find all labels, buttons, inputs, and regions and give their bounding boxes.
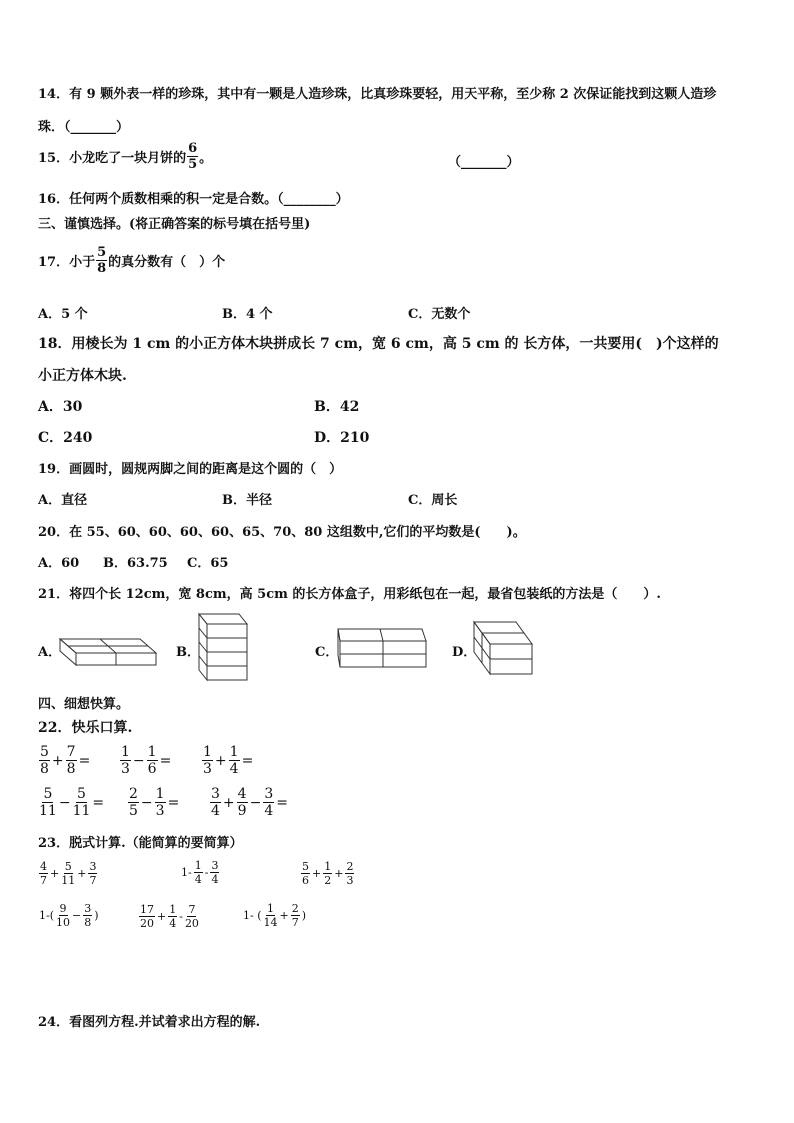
box-arrangement-b-figure: [199, 612, 249, 682]
numerator: 2: [346, 860, 354, 873]
q19-option-b[interactable]: B．半径: [222, 493, 272, 508]
denominator: 11: [72, 803, 91, 819]
q17: [38, 246, 225, 275]
numerator: 1: [203, 744, 212, 760]
q23-expr-5: [138, 903, 200, 929]
denominator: 11: [61, 874, 76, 887]
denominator: 7: [40, 874, 47, 887]
fraction: [210, 787, 221, 818]
q22-row1-expr-1: [38, 744, 91, 776]
q22-row2-expr-2: [127, 786, 180, 818]
equals-sign: =: [276, 794, 288, 811]
section4-title: 四、细想快算。: [38, 697, 130, 712]
q17-prefix: 17．小于: [38, 255, 96, 270]
denominator: 7: [291, 916, 299, 929]
equals-sign: =: [92, 794, 105, 811]
expr-lead: 1- (: [243, 909, 262, 922]
fraction: [291, 903, 300, 928]
operator: -: [179, 910, 183, 923]
q19: 19．画圆时，圆规两脚之间的距离是这个圆的（ ）: [38, 462, 343, 477]
q20-option-b[interactable]: B．63.75: [103, 556, 168, 571]
q22-row2-expr-1: [38, 786, 105, 818]
operator: −: [140, 794, 153, 811]
q17-fraction: $\frac{5}{8}$: [97, 245, 107, 276]
q20-option-c[interactable]: C．65: [187, 556, 229, 571]
q17-suffix: 的真分数有（ ）个: [108, 255, 226, 270]
q21-option-d[interactable]: D．: [452, 645, 477, 660]
q17-option-a[interactable]: A．5 个: [38, 307, 88, 322]
fraction: [39, 787, 57, 818]
fraction: [120, 745, 131, 776]
q23-expr-2: [180, 860, 220, 885]
q15-suffix: 。: [199, 151, 213, 166]
denominator: 7: [89, 874, 97, 887]
numerator: 3: [211, 786, 220, 802]
denominator: 8: [84, 916, 92, 929]
q18-option-b[interactable]: B．42: [314, 399, 360, 415]
q15: [38, 142, 212, 171]
fraction: [39, 745, 50, 776]
q22-row1-expr-3: [201, 744, 254, 776]
expr-tail: ): [301, 909, 307, 922]
numerator: 5: [40, 744, 49, 760]
operator: +: [51, 752, 64, 769]
q18-line2: 小正方体木块.: [38, 368, 127, 384]
denominator: 4: [264, 803, 274, 819]
fraction: [323, 861, 332, 886]
numerator: 5: [43, 786, 53, 802]
box-arrangement-a-figure: [60, 627, 160, 669]
denominator: 5: [129, 803, 138, 819]
numerator: 2: [291, 902, 299, 915]
denominator: 3: [203, 761, 212, 777]
numerator: 5: [64, 860, 72, 873]
q18-option-a[interactable]: A．30: [38, 399, 83, 415]
denominator: 2: [324, 874, 332, 887]
numerator: 4: [237, 786, 247, 802]
q16: 16．任何两个质数相乘的积一定是合数。（________）: [38, 192, 349, 207]
numerator: 1: [121, 744, 130, 760]
fraction: [73, 787, 91, 818]
q18-option-c[interactable]: C．240: [38, 430, 93, 446]
q15-fraction: $\frac{6}{5}$: [188, 141, 198, 172]
q21-option-a[interactable]: A．: [38, 645, 62, 660]
fraction: [128, 787, 139, 818]
q20-option-a[interactable]: A．60: [38, 556, 80, 571]
numerator: 5: [77, 786, 86, 802]
denominator: 6: [147, 761, 157, 777]
box-arrangement-c-figure: [338, 627, 430, 669]
numerator: 3: [89, 860, 97, 873]
fraction: [168, 904, 177, 929]
numerator: 7: [66, 744, 76, 760]
fraction: [66, 745, 77, 776]
denominator: 4: [194, 873, 202, 886]
denominator: 20: [184, 917, 199, 930]
numerator: 9: [59, 902, 67, 915]
numerator: 1: [147, 744, 157, 760]
operator: +: [334, 867, 344, 880]
numerator: 1: [229, 744, 239, 760]
q23-expr-3: [300, 860, 355, 886]
q18-line1: 18．用棱长为 1 cm 的小正方体木块拼成长 7 cm，宽 6 cm，高 5 cm 的 长方体，一共要用( )个这样的: [38, 336, 719, 352]
denominator: 3: [346, 874, 354, 887]
denominator: 20: [140, 917, 154, 930]
fraction: [202, 745, 213, 776]
q15-answer-blank[interactable]: （_______）: [448, 155, 520, 170]
numerator: 1: [155, 786, 165, 802]
fraction: [139, 904, 155, 929]
fraction: [88, 861, 97, 886]
q19-option-c[interactable]: C．周长: [408, 493, 458, 508]
fraction: [147, 745, 158, 776]
q22-row2-expr-3: [209, 786, 289, 818]
denominator: 4: [211, 803, 220, 819]
fraction: [229, 745, 240, 776]
denominator: 3: [155, 803, 165, 819]
fraction: [83, 903, 92, 928]
denominator: 9: [237, 803, 247, 819]
numerator: 1: [194, 859, 202, 872]
expr-tail: ): [94, 909, 99, 922]
operator: +: [157, 910, 167, 923]
numerator: 17: [140, 903, 154, 916]
denominator: 8: [66, 761, 76, 777]
denominator: 3: [121, 761, 130, 777]
numerator: 4: [40, 860, 47, 873]
expr-lead: 1-(: [39, 909, 55, 922]
q23-expr-4: [38, 903, 100, 928]
equals-sign: =: [241, 752, 254, 769]
equals-sign: =: [167, 794, 180, 811]
q24: 24．看图列方程.并试着求出方程的解.: [38, 1015, 261, 1030]
q22-title: 22．快乐口算.: [38, 720, 133, 736]
fraction: [194, 860, 203, 885]
q19-option-a[interactable]: A．直径: [38, 493, 88, 508]
operator: +: [279, 909, 289, 922]
fraction: [301, 861, 310, 886]
q21: 21．将四个长 12cm，宽 8cm，高 5cm 的长方体盒子，用彩纸包在一起，最省包装纸的方法是（ ）.: [38, 587, 661, 602]
expr-lead: 1-: [181, 866, 192, 879]
fraction: [39, 861, 48, 886]
operator: −: [132, 752, 145, 769]
box-arrangement-d-figure: [474, 620, 536, 676]
operator: −: [58, 794, 71, 811]
denominator: 11: [39, 803, 57, 819]
fraction: [237, 787, 248, 818]
operator: +: [77, 867, 87, 880]
equals-sign: =: [78, 752, 91, 769]
q17-option-b[interactable]: B．4 个: [222, 307, 273, 322]
section3-title: 三、谨慎选择。(将正确答案的标号填在括号里): [38, 217, 311, 232]
numerator: 5: [302, 860, 309, 873]
numerator: 1: [267, 902, 275, 915]
q14-line2: 珠．（_______）: [38, 120, 130, 135]
q21-option-b[interactable]: B．: [176, 645, 200, 660]
numerator: 3: [84, 902, 92, 915]
denominator: 4: [169, 917, 177, 930]
q23-expr-6: [242, 903, 307, 928]
q18-option-d[interactable]: D．210: [314, 430, 370, 446]
operator: +: [50, 867, 60, 880]
numerator: 2: [129, 786, 138, 802]
q15-prefix: 15．小龙吃了一块月饼的: [38, 151, 187, 166]
numerator: 1: [169, 903, 177, 916]
fraction: [61, 861, 75, 886]
q14-line1: 14．有 9 颗外表一样的珍珠，其中有一颗是人造珍珠，比真珍珠要轻，用天平称，至少称 2 次保证能找到这颗人造珍: [38, 87, 717, 102]
equals-sign: =: [159, 752, 172, 769]
operator: +: [312, 867, 322, 880]
operator: +: [222, 794, 235, 811]
q21-option-c[interactable]: C．: [315, 645, 339, 660]
operator: -: [204, 866, 209, 879]
q23-expr-1: [38, 860, 98, 886]
denominator: 6: [302, 874, 309, 887]
operator: −: [249, 794, 262, 811]
q20: 20．在 55、60、60、60、60、65、70、80 这组数中,它们的平均数是( )。: [38, 525, 526, 540]
q22-row1-expr-2: [119, 744, 172, 776]
denominator: 4: [211, 873, 219, 886]
denominator: 14: [263, 916, 278, 929]
fraction: [210, 860, 219, 885]
denominator: 10: [56, 916, 71, 929]
numerator: 7: [188, 903, 196, 916]
operator: −: [72, 909, 82, 922]
fraction: [155, 787, 166, 818]
fraction: [264, 903, 278, 928]
q17-option-c[interactable]: C．无数个: [408, 307, 471, 322]
denominator: 8: [40, 761, 49, 777]
fraction: [185, 904, 199, 929]
numerator: 1: [324, 860, 332, 873]
numerator: 3: [211, 859, 219, 872]
numerator: 3: [264, 786, 274, 802]
fraction: [56, 903, 70, 928]
fraction: [263, 787, 274, 818]
denominator: 4: [229, 761, 239, 777]
operator: +: [214, 752, 227, 769]
fraction: [345, 861, 354, 886]
q23-title: 23．脱式计算.（能简算的要简算）: [38, 836, 243, 851]
